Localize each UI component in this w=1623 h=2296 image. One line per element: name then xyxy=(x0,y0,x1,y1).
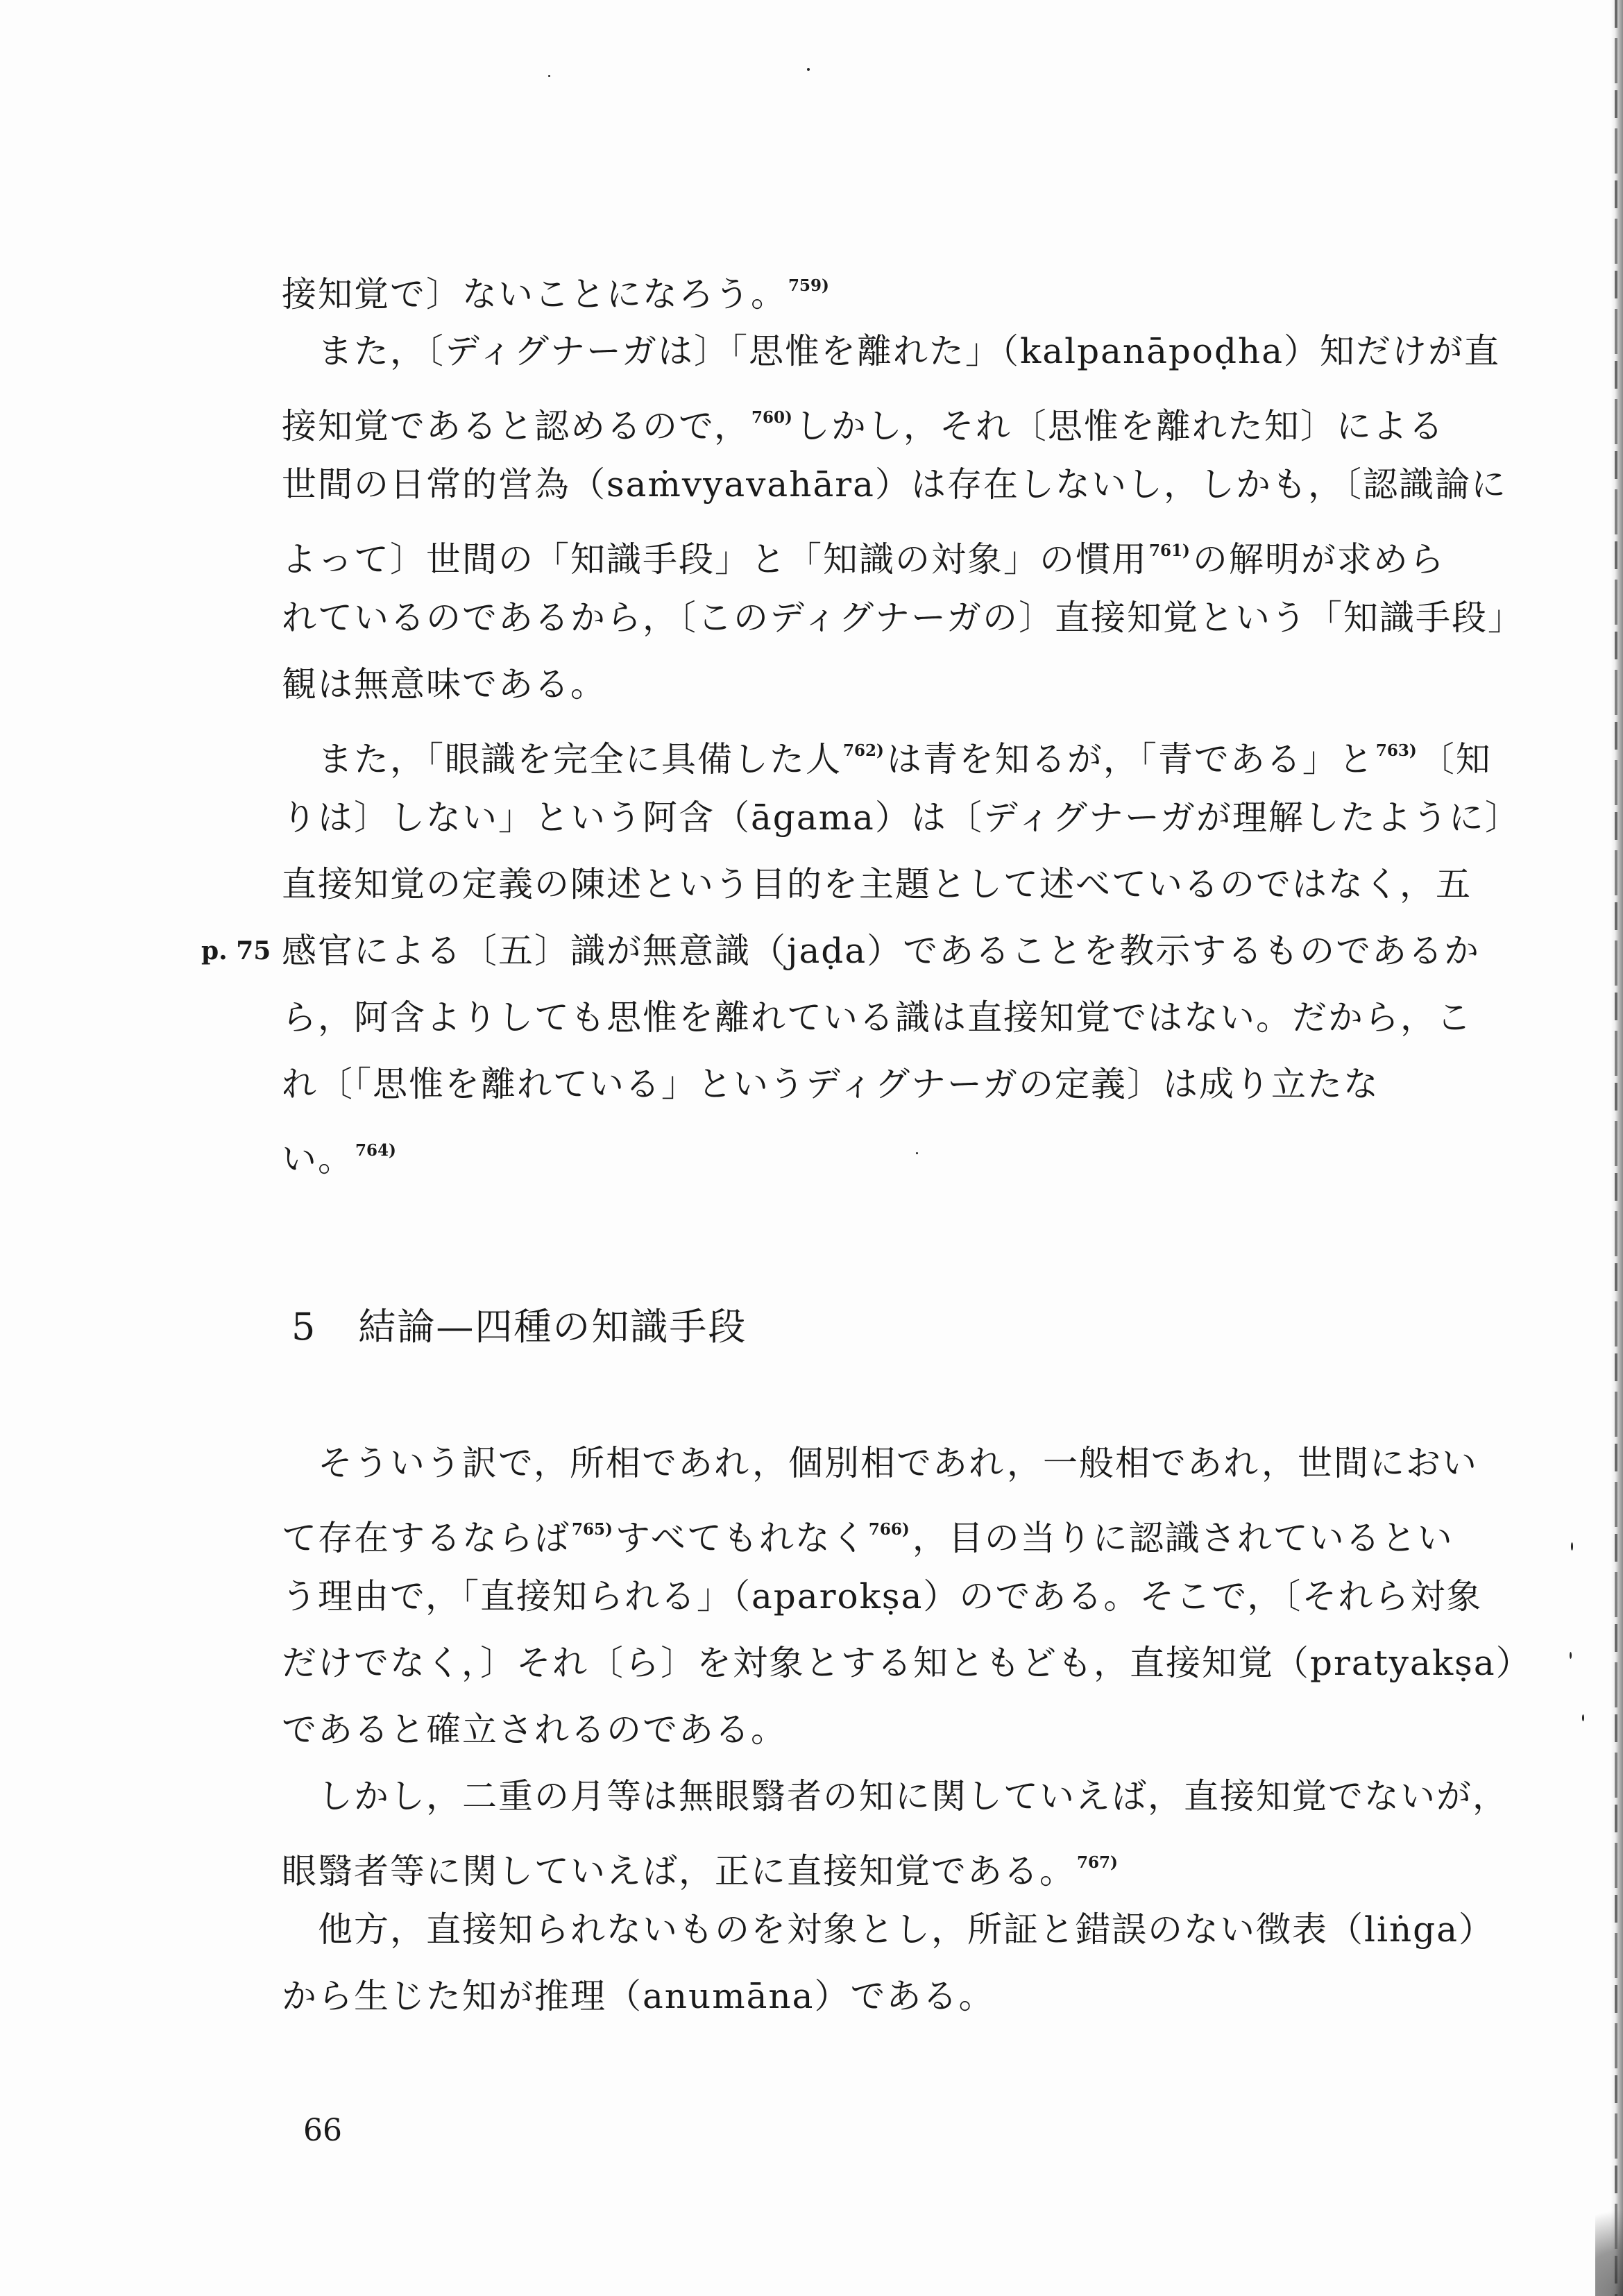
footnote-marker: 766) xyxy=(868,1520,910,1539)
footnote-marker: 765) xyxy=(572,1520,613,1539)
section-number: 5 xyxy=(291,1305,317,1349)
text-line: 接知覚であると認めるので，$^{760)}$しかし，それ〔思惟を離れた知〕による xyxy=(282,406,1445,446)
text-line: 観は無意味である。 xyxy=(282,664,606,704)
text-line: 世間の日常的営為（saṁvyavahāra）は存在しないし，しかも，〔認識論に xyxy=(282,464,1507,505)
scan-speck xyxy=(548,75,550,77)
section-title: 結論—四種の知識手段 xyxy=(358,1305,747,1349)
text-line: しかし，二重の月等は無眼翳者の知に関していえば，直接知覚でないが， xyxy=(282,1776,1509,1816)
text-line: よって〕世間の「知識手段」と「知識の対象」の慣用$^{761)}$の解明が求めら xyxy=(282,539,1445,580)
text-line: そういう訳で，所相であれ，個別相であれ，一般相であれ，世間におい xyxy=(282,1443,1478,1483)
footnote-marker: 759) xyxy=(788,276,829,295)
scan-speck xyxy=(807,68,810,71)
text-line: また，〔ディグナーガは〕「思惟を離れた」（kalpanāpoḍha）知だけが直 xyxy=(282,331,1501,371)
text-line: 接知覚で〕ないことになろう。$^{759)}$ xyxy=(282,274,829,314)
text-line: れているのであるから，〔このディグナーガの〕直接知覚という「知識手段」 xyxy=(282,598,1524,638)
scan-speck xyxy=(1571,1542,1573,1551)
text-line: りは〕しない」という阿含（āgama）は〔ディグナーガが理解したように〕 xyxy=(282,797,1521,838)
footnote-marker: 760) xyxy=(751,408,792,427)
scan-speck xyxy=(916,1152,918,1154)
text-line: 感官による〔五〕識が無意識（jaḍa）であることを教示するものであるか xyxy=(282,931,1481,971)
text-line: て存在するならば$^{765)}$すべてもれなく$^{766)}$，目の当りに認識されているとい xyxy=(282,1518,1454,1558)
footnote-marker: 761) xyxy=(1149,541,1190,560)
footnote-marker: 762) xyxy=(843,741,884,760)
section-heading xyxy=(291,1305,747,1349)
binding-corner-shadow xyxy=(1595,2185,1623,2296)
scan-speck xyxy=(1582,1714,1584,1721)
binding-edge-line xyxy=(1615,0,1617,2296)
margin-page-reference: p. 75 xyxy=(201,936,271,965)
text-line: から生じた知が推理（anumāna）である。 xyxy=(282,1976,995,2016)
text-line: 眼翳者等に関していえば，正に直接知覚である。$^{767)}$ xyxy=(282,1851,1118,1891)
page-number: 66 xyxy=(303,2113,342,2148)
text-line: う理由で，「直接知られる」（aparokṣa）のである。そこで，〔それら対象 xyxy=(282,1576,1483,1617)
scan-speck xyxy=(1570,1652,1572,1659)
text-line: であると確立されるのである。 xyxy=(282,1710,787,1750)
text-line: れ〔「思惟を離れている」というディグナーガの定義〕は成り立たな xyxy=(282,1064,1379,1104)
footnote-marker: 764) xyxy=(355,1141,396,1160)
text-line: い。$^{764)}$ xyxy=(282,1139,396,1179)
text-line: 直接知覚の定義の陳述という目的を主題として述べているのではなく，五 xyxy=(282,864,1472,904)
text-line: ら，阿含よりしても思惟を離れている識は直接知覚ではない。だから，こ xyxy=(282,997,1472,1038)
text-line: また，「眼識を完全に具備した人$^{762)}$は青を知るが，「青である」と$^{763)}$〔知 xyxy=(282,739,1492,779)
text-line: だけでなく，〕それ〔ら〕を対象とする知ともども，直接知覚（pratyakṣa） xyxy=(282,1643,1532,1683)
footnote-marker: 767) xyxy=(1077,1853,1118,1872)
text-line: 他方，直接知られないものを対象とし，所証と錯誤のない徴表（liṅga） xyxy=(282,1909,1495,1950)
footnote-marker: 763) xyxy=(1375,741,1417,760)
